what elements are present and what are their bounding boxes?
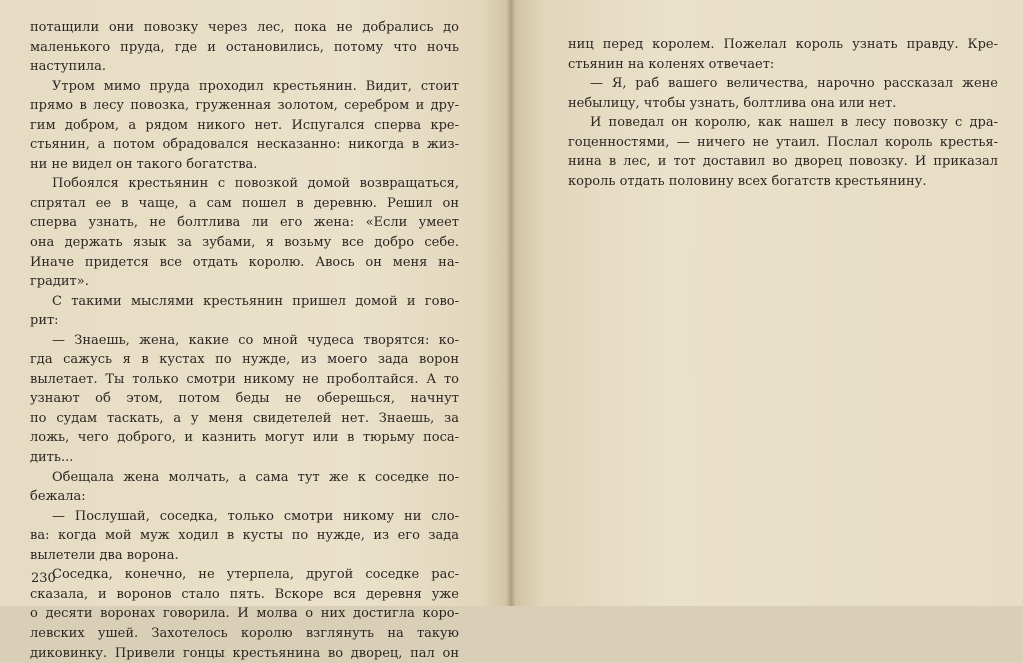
text-line: — Послушай, соседка, только смотри никому ни сло- [30, 507, 459, 527]
book-gutter [506, 0, 516, 606]
text-line: стьянин, а потом обрадовался несказанно: никогда в жиз- [30, 135, 459, 155]
text-line: король отдать половину всех богатств крестьянину. [568, 172, 998, 192]
right-page-text [568, 35, 998, 191]
page-number: 230 [31, 571, 56, 586]
text-line: левских ушей. Захотелось королю взглянуть на такую [30, 624, 459, 644]
text-line: по судам таскать, а у меня свидетелей нет. Знаешь, за [30, 409, 459, 429]
text-line: небылицу, чтобы узнать, болтлива она или нет. [568, 94, 998, 114]
right-page [511, 0, 1023, 606]
text-line: ва: когда мой муж ходил в кусты по нужде, из его зада [30, 526, 459, 546]
left-page [0, 0, 511, 606]
text-line: гда сажусь я в кустах по нужде, из моего зада ворон [30, 350, 459, 370]
text-line: вылетели два ворона. [30, 546, 459, 566]
text-line: градит». [30, 272, 459, 292]
text-line: Утром мимо пруда проходил крестьянин. Видит, стоит [30, 77, 459, 97]
text-line: прямо в лесу повозка, груженная золотом, серебром и дру- [30, 96, 459, 116]
text-line: Иначе придется все отдать королю. Авось он меня на- [30, 253, 459, 273]
text-line: Обещала жена молчать, а сама тут же к соседке по- [30, 468, 459, 488]
text-line: — Знаешь, жена, какие со мной чудеса творятся: ко- [30, 331, 459, 351]
text-line: дить... [30, 448, 459, 468]
text-line: ложь, чего доброго, и казнить могут или в тюрьму поса- [30, 428, 459, 448]
text-line: наступила. [30, 57, 459, 77]
text-line: о десяти воронах говорила. И молва о них достигла коро- [30, 604, 459, 624]
text-line: С такими мыслями крестьянин пришел домой и гово- [30, 292, 459, 312]
text-line: рит: [30, 311, 459, 331]
text-line: диковинку. Привели гонцы крестьянина во дворец, пал он [30, 644, 459, 663]
text-line: И поведал он королю, как нашел в лесу повозку с дра- [568, 113, 998, 133]
text-line: нина в лес, и тот доставил во дворец повозку. И приказал [568, 152, 998, 172]
text-line: потащили они повозку через лес, пока не добрались до [30, 18, 459, 38]
text-line: спрятал ее в чаще, а сам пошел в деревню. Решил он [30, 194, 459, 214]
text-line: узнают об этом, потом беды не оберешься, начнут [30, 389, 459, 409]
text-line: Соседка, конечно, не утерпела, другой соседке рас- [30, 565, 459, 585]
text-line: гим добром, а рядом никого нет. Испугался сперва кре- [30, 116, 459, 136]
text-line: вылетает. Ты только смотри никому не проболтайся. А то [30, 370, 459, 390]
text-line: бежала: [30, 487, 459, 507]
text-line: она держать язык за зубами, я возьму все добро себе. [30, 233, 459, 253]
left-page-text [30, 18, 459, 663]
text-line: — Я, раб вашего величества, нарочно рассказал жене [568, 74, 998, 94]
text-line: сказала, и воронов стало пять. Вскоре вся деревня уже [30, 585, 459, 605]
text-line: маленького пруда, где и остановились, потому что ночь [30, 38, 459, 58]
text-line: ни не видел он такого богатства. [30, 155, 459, 175]
text-line: ниц перед королем. Пожелал король узнать правду. Кре- [568, 35, 998, 55]
text-line: Побоялся крестьянин с повозкой домой возвращаться, [30, 174, 459, 194]
text-line: стьянин на коленях отвечает: [568, 55, 998, 75]
text-line: гоценностями, — ничего не утаил. Послал король крестья- [568, 133, 998, 153]
text-line: сперва узнать, не болтлива ли его жена: «Если умеет [30, 213, 459, 233]
